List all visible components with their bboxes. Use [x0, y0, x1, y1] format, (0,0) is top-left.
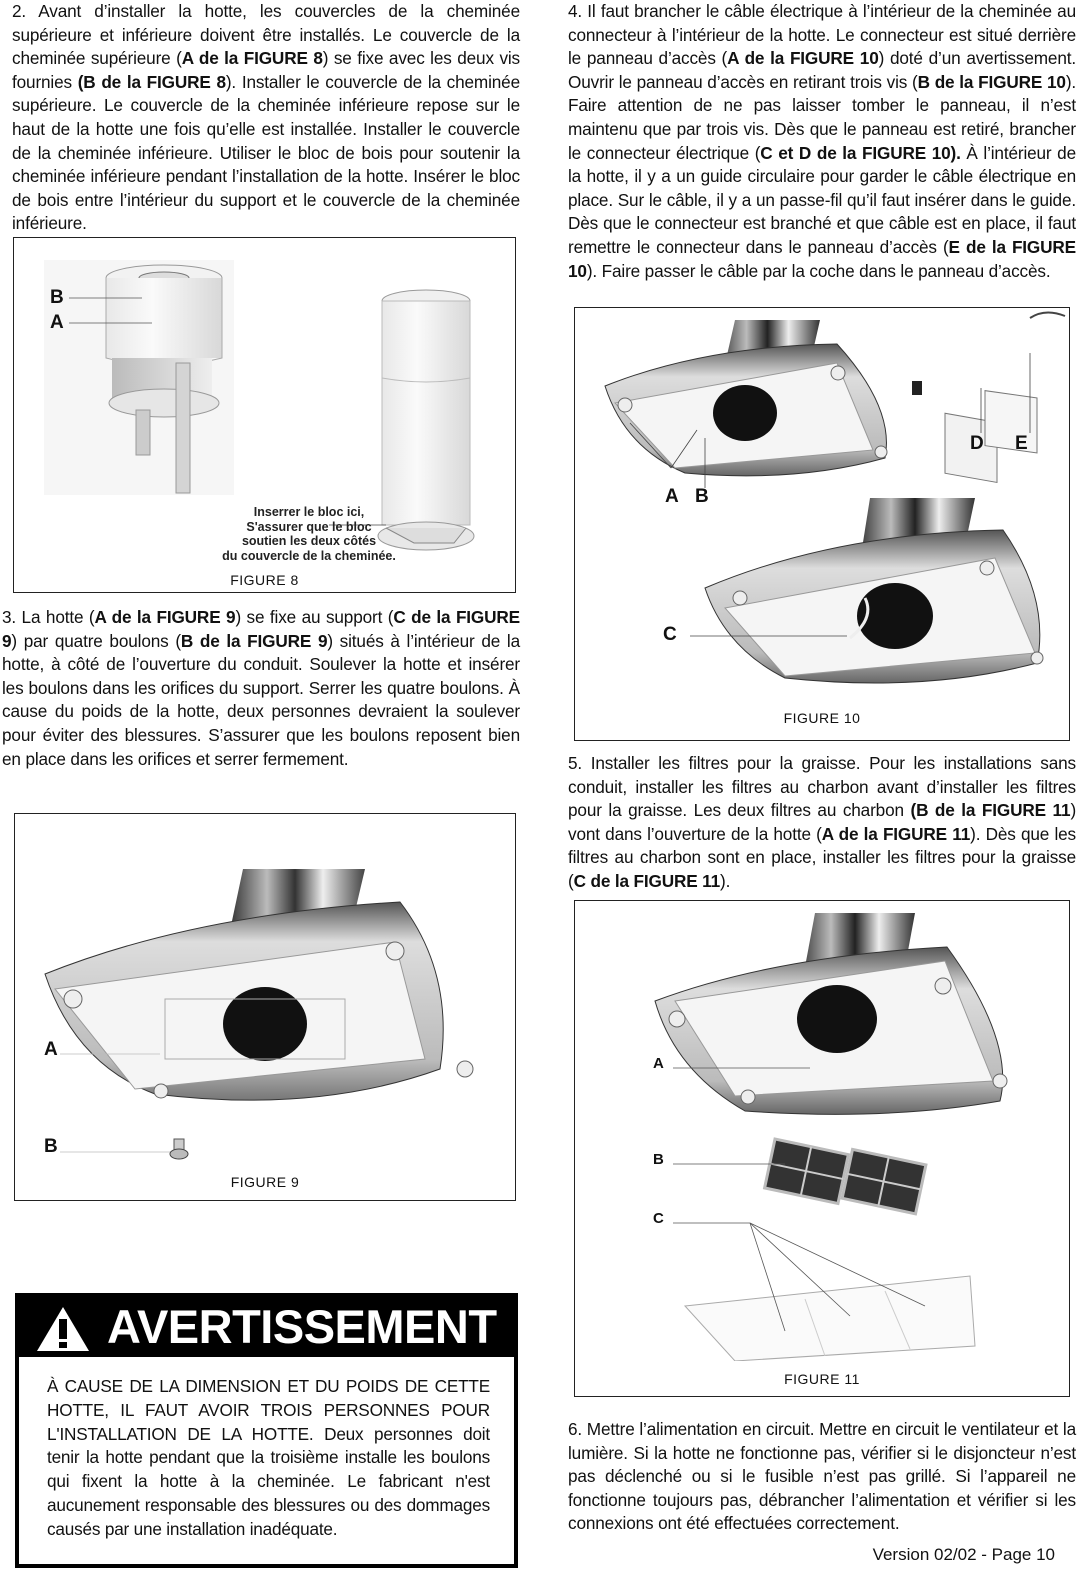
figure-11-label-c: C: [653, 1210, 664, 1227]
figure-10: [574, 307, 1070, 741]
step-2-paragraph: [12, 0, 520, 236]
paragraph-text: ). Faire attention de ne pas laisser tomber le panneau, il n’est maintenu que par trois vis. Dès que le panneau est retiré, brancher le connecteur électrique (: [568, 71, 1077, 163]
figure-9-caption: FIGURE 9: [230, 1174, 300, 1190]
figure-reference: C et D de la FIGURE 10).: [760, 142, 961, 163]
figure-reference: A de la FIGURE 9: [94, 607, 236, 627]
warning-header: [19, 1297, 514, 1357]
step-3-paragraph: [2, 606, 520, 771]
paragraph-text: ).: [720, 870, 731, 891]
figure-10-caption: FIGURE 10: [783, 710, 861, 726]
figure-reference: B de la FIGURE 10: [917, 71, 1066, 92]
step-6-paragraph: [568, 1418, 1076, 1536]
figure-11-label-b: B: [653, 1151, 664, 1168]
paragraph-text: ) se fixe avec les deux vis fournies: [12, 48, 521, 92]
paragraph-text: 6. Mettre l’alimentation en circuit. Mettre en circuit le ventilateur et la lumière. Si la hotte ne fonctionne pas, vérifier si le disjoncteur n’est pas déclenché ou si le fusible n’est pas grillé. Si l’appareil ne fonctionne toujours pas, débrancher l’alimentation et vérifier si les connexions ont été effectuées correctement.: [568, 1419, 1076, 1534]
figure-reference: (B de la FIGURE 8: [77, 71, 226, 92]
figure-9-label-b: B: [44, 1136, 58, 1157]
warning-text: À CAUSE DE LA DIMENSION ET DU POIDS DE CETTE HOTTE, IL FAUT AVOIR TROIS PERSONNES POUR L'INSTALLATION DE LA HOTTE. Deux personnes doit tenir la hotte pendant que la troisième installe les boulons qui fixent la hotte à la cheminée. Le fabricant n'est aucunement responsable des blessures ou des dommages causés par une installation inadéquate.: [47, 1376, 490, 1539]
figure-10-label-a: A: [665, 486, 679, 507]
figure-11-caption: FIGURE 11: [784, 1371, 860, 1387]
paragraph-text: ) vont dans l’ouverture de la hotte (: [568, 800, 1077, 844]
step-5-paragraph: [568, 752, 1076, 894]
figure-8-label-b: B: [50, 287, 64, 308]
figure-11: [574, 900, 1070, 1397]
figure-reference: C de la FIGURE 9: [2, 607, 520, 651]
figure-11-illustration: [575, 901, 1069, 1361]
page-footer: Version 02/02 - Page 10: [872, 1545, 1055, 1564]
figure-reference: E de la FIGURE 10: [568, 236, 1076, 281]
figure-9-illustration: [15, 814, 515, 1174]
figure-8-label-a: A: [50, 312, 64, 333]
figure-10-illustration: [575, 308, 1069, 708]
paragraph-text: 5. Installer les filtres pour la graisse. Pour les installations sans conduit, installer les filtres au charbon avant d’installer les filtres pour la graisse. Les deux filtres au charbon: [568, 753, 1076, 821]
figure-10-label-b: B: [695, 486, 709, 507]
figure-10-label-e: E: [1015, 433, 1028, 454]
paragraph-text: ) par quatre boulons (: [11, 630, 181, 651]
figure-8: [13, 237, 516, 593]
step-4-paragraph: [568, 0, 1076, 283]
figure-reference: A de la FIGURE 10: [727, 48, 879, 69]
figure-9-label-a: A: [44, 1039, 58, 1060]
paragraph-text: 4. Il faut brancher le câble électrique à l’intérieur de la cheminée au connecteur à l’intérieur de la hotte. Le connecteur est situé derrière le panneau d’accès (: [568, 1, 1076, 69]
paragraph-text: 2. Avant d’installer la hotte, les couvercles de la cheminée supérieure et inférieure doivent être installés. Le couvercle de la cheminée supérieure (: [12, 1, 520, 69]
figure-9: [14, 813, 516, 1201]
paragraph-text: ). Installer le couvercle de la cheminée supérieure. Le couvercle de la cheminée inférieure repose sur le haut de la hotte une fois qu’elle est installée. Installer le couvercle de la cheminée inférieure. Utiliser le bloc de bois pour soutenir la cheminée inférieure pendant l’installation de la hotte. Insérer le bloc de bois entre l’intérieur du support et le couvercle de la cheminée inférieure.: [12, 71, 520, 234]
figure-10-label-c: C: [663, 624, 677, 645]
paragraph-text: ). Faire passer le câble par la coche dans le panneau d’accès.: [586, 260, 1051, 281]
figure-reference: A de la FIGURE 11: [821, 823, 971, 844]
warning-box: [15, 1293, 518, 1568]
warning-triangle-icon: [33, 1303, 93, 1353]
figure-reference: A de la FIGURE 8: [181, 48, 323, 69]
figure-reference: C de la FIGURE 11: [573, 870, 721, 891]
figure-8-caption: FIGURE 8: [230, 572, 299, 588]
figure-10-label-d: D: [970, 433, 984, 454]
figure-reference: (B de la FIGURE 11: [910, 800, 1071, 821]
figure-reference: B de la FIGURE 9: [180, 630, 328, 651]
paragraph-text: ) doté d’un avertissement. Ouvrir le panneau d’accès en retirant trois vis (: [568, 48, 1076, 92]
paragraph-text: ) se fixe au support (: [235, 607, 394, 627]
paragraph-text: ). Dès que les filtres au charbon sont en place, installer les filtres pour la graisse (: [568, 823, 1076, 891]
paragraph-text: ) situés à l’intérieur de la hotte, à côté de l’ouverture du conduit. Soulever la hotte et insérer les boulons dans les orifices du support. Serrer les quatre boulons. À cause du poids de la hotte, deux personnes devraient la soulever pour éviter des blessures. S’assurer que les boulons reposent bien en place dans les orifices et serrer fermement.: [2, 630, 521, 769]
paragraph-text: 3. La hotte (: [2, 607, 95, 627]
figure-8-note: Inserrer le bloc ici, S'assurer que le bloc soutien les deux côtés du couvercle de la cheminée.: [222, 505, 396, 563]
figure-11-label-a: A: [653, 1055, 664, 1072]
warning-title: AVERTISSEMENT: [107, 1300, 497, 1353]
paragraph-text: À l’intérieur de la hotte, il y a un guide circulaire pour garder le câble électrique en place. Sur le câble, il y a un passe-fil qu’il faut insérer dans le guide. Dès que le connecteur est branché et que câble est en place, il faut remettre le connecteur dans le panneau d’accès (: [568, 142, 1076, 257]
